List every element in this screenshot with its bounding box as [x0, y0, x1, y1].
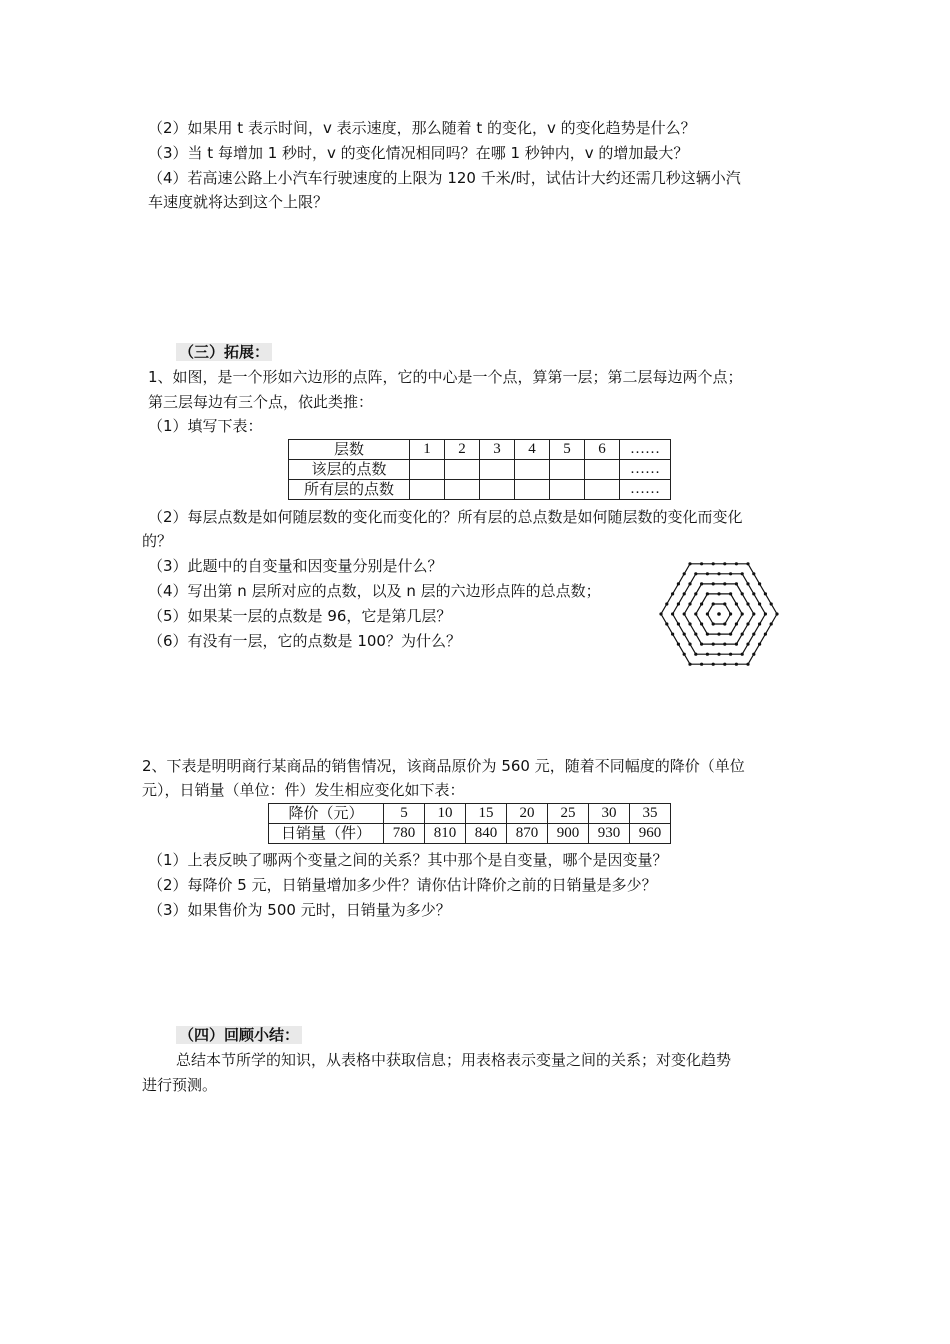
lattice-dot: [758, 582, 761, 585]
problem1-intro-line1: 1、如图，是一个形如六边形的点阵，它的中心是一个点，算第一层；第二层每边两个点；: [148, 368, 743, 386]
col-4: 4: [515, 440, 550, 460]
problem2-sub1: （1）上表反映了哪两个变量之间的关系？其中那个是自变量，哪个是因变量？: [148, 851, 668, 869]
col-6: 6: [585, 440, 620, 460]
lattice-dot: [677, 643, 680, 646]
col-5: 5: [550, 440, 585, 460]
lattice-dot: [723, 663, 726, 666]
lattice-dot: [717, 572, 720, 575]
discount-cell: 25: [548, 804, 589, 824]
table-row: [269, 824, 671, 844]
section3-heading: [176, 342, 272, 362]
lattice-dot: [717, 592, 720, 595]
lattice-dot: [683, 653, 686, 656]
question-2: （2）如果用 t 表示时间，v 表示速度，那么随着 t 的变化，v 的变化趋势是什么？: [148, 119, 696, 137]
lattice-dot: [729, 612, 732, 615]
lattice-dot: [764, 612, 767, 615]
lattice-dot: [729, 572, 732, 575]
summary-line1: 总结本节所学的知识，从表格中获取信息；用表格表示变量之间的关系；对变化趋势: [176, 1051, 732, 1069]
table-row: [289, 460, 671, 480]
lattice-dot: [712, 602, 715, 605]
lattice-dot: [723, 582, 726, 585]
lattice-dot: [764, 592, 767, 595]
lattice-dot: [758, 602, 761, 605]
lattice-dot: [735, 622, 738, 625]
empty-cell[interactable]: [585, 460, 620, 480]
problem2-sub3: （3）如果售价为 500 元时，日销量为多少？: [148, 901, 451, 919]
lattice-dot: [706, 612, 709, 615]
problem1-sub2-line2: 的？: [142, 532, 173, 550]
table-row: [269, 804, 671, 824]
lattice-dot: [688, 602, 691, 605]
lattice-dot: [741, 633, 744, 636]
lattice-dot: [752, 612, 755, 615]
lattice-dot: [729, 653, 732, 656]
lattice-dot: [758, 643, 761, 646]
ellipsis-cell: ……: [620, 460, 671, 480]
discount-cell: 5: [384, 804, 425, 824]
lattice-dot: [700, 622, 703, 625]
lattice-dot: [683, 612, 686, 615]
row-label-discount: 降价（元）: [269, 804, 384, 824]
sales-cell: 930: [589, 824, 630, 844]
discount-cell: 20: [507, 804, 548, 824]
sales-table: [268, 803, 671, 844]
problem1-sub5: （5）如果某一层的点数是 96，它是第几层？: [148, 607, 452, 625]
discount-cell: 10: [425, 804, 466, 824]
empty-cell[interactable]: [410, 480, 445, 500]
lattice-dot: [694, 633, 697, 636]
problem2-sub2: （2）每降价 5 元，日销量增加多少件？请你估计降价之前的日销量是多少？: [148, 876, 657, 894]
table-row: [289, 440, 671, 460]
lattice-dot: [741, 653, 744, 656]
empty-cell[interactable]: [585, 480, 620, 500]
lattice-dot: [735, 643, 738, 646]
lattice-dot: [752, 633, 755, 636]
lattice-dot: [694, 592, 697, 595]
lattice-dot: [741, 572, 744, 575]
empty-cell[interactable]: [515, 460, 550, 480]
sales-cell: 870: [507, 824, 548, 844]
lattice-dot: [688, 622, 691, 625]
lattice-dot: [746, 562, 749, 565]
empty-cell[interactable]: [480, 480, 515, 500]
row-label-layers: 层数: [289, 440, 410, 460]
lattice-dot: [688, 562, 691, 565]
lattice-dot: [758, 622, 761, 625]
lattice-dot: [735, 602, 738, 605]
discount-cell: 30: [589, 804, 630, 824]
lattice-dot: [752, 572, 755, 575]
lattice-dot: [671, 612, 674, 615]
lattice-dot: [729, 592, 732, 595]
lattice-dot: [712, 643, 715, 646]
lattice-dot: [683, 592, 686, 595]
lattice-dot: [671, 592, 674, 595]
lattice-dot: [688, 582, 691, 585]
lattice-dot: [735, 663, 738, 666]
empty-cell[interactable]: [445, 460, 480, 480]
empty-cell[interactable]: [550, 460, 585, 480]
lattice-dot: [735, 562, 738, 565]
lattice-dot: [764, 633, 767, 636]
section3-heading-text: （三）拓展：: [176, 343, 272, 361]
lattice-dot: [694, 572, 697, 575]
lattice-dot: [688, 643, 691, 646]
lattice-dot: [752, 653, 755, 656]
lattice-dot: [700, 602, 703, 605]
sales-cell: 840: [466, 824, 507, 844]
table-row: [289, 480, 671, 500]
center-dot: [717, 612, 721, 616]
ellipsis-cell: ……: [620, 480, 671, 500]
empty-cell[interactable]: [480, 460, 515, 480]
lattice-dot: [683, 633, 686, 636]
lattice-dot: [735, 582, 738, 585]
lattice-dot: [694, 653, 697, 656]
discount-cell: 35: [630, 804, 671, 824]
lattice-dot: [659, 612, 662, 615]
summary-line2: 进行预测。: [142, 1076, 218, 1094]
lattice-dot: [683, 572, 686, 575]
problem1-sub4: （4）写出第 n 层所对应的点数，以及 n 层的六边形点阵的总点数；: [148, 582, 601, 600]
sales-cell: 960: [630, 824, 671, 844]
lattice-dot: [746, 622, 749, 625]
lattice-dot: [665, 622, 668, 625]
lattice-dot: [671, 633, 674, 636]
layer-table: [288, 439, 671, 500]
problem2-intro-line2: 元），日销量（单位：件）发生相应变化如下表：: [142, 781, 465, 799]
question-4-line2: 车速度就将达到这个上限？: [148, 193, 329, 211]
lattice-dot: [700, 643, 703, 646]
lattice-dot: [746, 582, 749, 585]
lattice-dot: [677, 602, 680, 605]
lattice-dot: [746, 643, 749, 646]
lattice-dot: [688, 663, 691, 666]
problem2-intro-line1: 2、下表是明明商行某商品的销售情况，该商品原价为 560 元，随着不同幅度的降价（单位: [142, 757, 745, 775]
problem1-intro-line2: 第三层每边有三个点，依此类推：: [148, 393, 374, 411]
empty-cell[interactable]: [410, 460, 445, 480]
lattice-dot: [694, 612, 697, 615]
problem1-sub3: （3）此题中的自变量和因变量分别是什么？: [148, 557, 443, 575]
lattice-dot: [712, 663, 715, 666]
lattice-dot: [700, 582, 703, 585]
lattice-dot: [770, 602, 773, 605]
lattice-dot: [770, 622, 773, 625]
sales-cell: 810: [425, 824, 466, 844]
sales-cell: 900: [548, 824, 589, 844]
empty-cell[interactable]: [445, 480, 480, 500]
lattice-dot: [741, 612, 744, 615]
lattice-dot: [775, 612, 778, 615]
section4-heading-text: （四）回顾小结：: [176, 1026, 302, 1044]
col-ellipsis: ……: [620, 440, 671, 460]
problem1-sub1: （1）填写下表：: [148, 417, 263, 435]
lattice-dot: [729, 633, 732, 636]
empty-cell[interactable]: [550, 480, 585, 500]
empty-cell[interactable]: [515, 480, 550, 500]
lattice-dot: [706, 633, 709, 636]
row-label-total-points: 所有层的点数: [289, 480, 410, 500]
col-1: 1: [410, 440, 445, 460]
lattice-dot: [752, 592, 755, 595]
lattice-dot: [746, 602, 749, 605]
problem1-sub6: （6）有没有一层，它的点数是 100？为什么？: [148, 632, 461, 650]
col-2: 2: [445, 440, 480, 460]
lattice-dot: [712, 562, 715, 565]
lattice-dot: [706, 572, 709, 575]
lattice-dot: [700, 663, 703, 666]
lattice-dot: [677, 582, 680, 585]
lattice-dot: [717, 633, 720, 636]
question-3: （3）当 t 每增加 1 秒时，v 的变化情况相同吗？在哪 1 秒钟内，v 的增加最大？: [148, 144, 689, 162]
lattice-dot: [717, 653, 720, 656]
lattice-dot: [706, 592, 709, 595]
lattice-dot: [723, 622, 726, 625]
lattice-dot: [665, 602, 668, 605]
hexagon-dot-lattice-figure: [656, 556, 782, 672]
lattice-dot: [677, 622, 680, 625]
lattice-dot: [706, 653, 709, 656]
lattice-dot: [723, 562, 726, 565]
col-3: 3: [480, 440, 515, 460]
sales-cell: 780: [384, 824, 425, 844]
section4-heading: [176, 1025, 302, 1045]
lattice-dot: [746, 663, 749, 666]
question-4-line1: （4）若高速公路上小汽车行驶速度的上限为 120 千米/时，试估计大约还需几秒这辆小汽: [148, 169, 741, 187]
problem1-sub2-line1: （2）每层点数是如何随层数的变化而变化的？所有层的总点数是如何随层数的变化而变化: [148, 508, 743, 526]
discount-cell: 15: [466, 804, 507, 824]
lattice-dot: [712, 582, 715, 585]
lattice-dot: [723, 643, 726, 646]
lattice-dot: [700, 562, 703, 565]
lattice-dot: [723, 602, 726, 605]
lattice-dot: [741, 592, 744, 595]
lattice-dot: [712, 622, 715, 625]
row-label-daily-sales: 日销量（件）: [269, 824, 384, 844]
row-label-layer-points: 该层的点数: [289, 460, 410, 480]
